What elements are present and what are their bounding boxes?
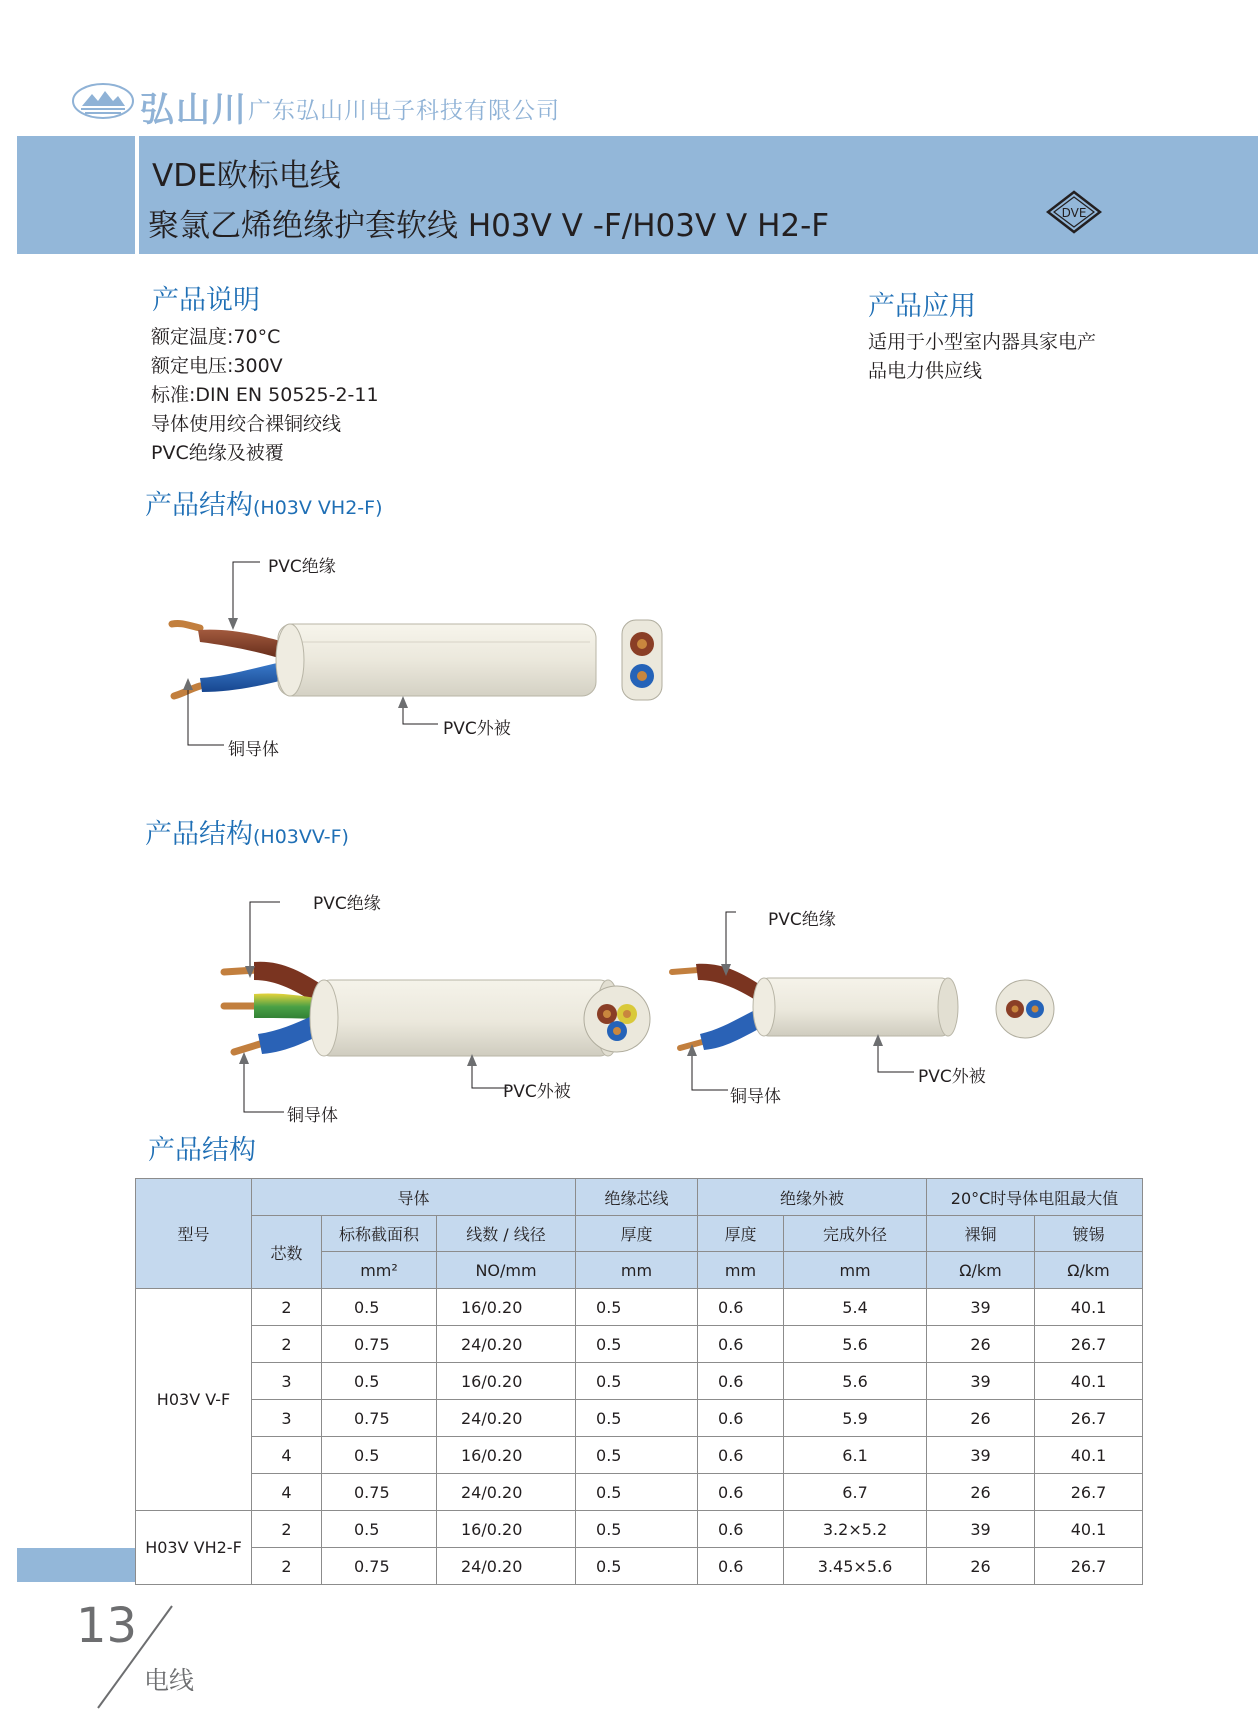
cell-model: H03V V-F <box>136 1289 252 1511</box>
cell-tin: 40.1 <box>1035 1363 1143 1400</box>
unit-tinned: Ω/km <box>1035 1252 1143 1289</box>
cell-od: 6.1 <box>784 1437 927 1474</box>
cell-sheath: 0.6 <box>698 1511 784 1548</box>
cell-cores: 2 <box>252 1511 322 1548</box>
cell-strands: 24/0.20 <box>437 1326 576 1363</box>
cell-od: 5.4 <box>784 1289 927 1326</box>
pvc-sheath <box>760 978 950 1036</box>
cell-strands: 16/0.20 <box>437 1289 576 1326</box>
th-tinned: 镀锡 <box>1035 1216 1143 1252</box>
cell-bare: 39 <box>927 1363 1035 1400</box>
cell-ins: 0.5 <box>576 1548 698 1585</box>
label-copper-conductor: 铜导体 <box>287 1106 338 1126</box>
cell-area: 0.75 <box>322 1326 437 1363</box>
cell-ins: 0.5 <box>576 1437 698 1474</box>
cell-area: 0.5 <box>322 1363 437 1400</box>
table-row <box>136 1289 1143 1326</box>
cell-area: 0.5 <box>322 1511 437 1548</box>
label-pvc-sheath: PVC外被 <box>503 1082 571 1102</box>
label-pvc-insulation: PVC绝缘 <box>768 910 836 930</box>
cell-cores: 2 <box>252 1548 322 1585</box>
th-bare-copper: 裸铜 <box>927 1216 1035 1252</box>
th-outer-diameter: 完成外径 <box>784 1216 927 1252</box>
cell-tin: 26.7 <box>1035 1400 1143 1437</box>
page-title-line2: 聚氯乙烯绝缘护套软线 H03V V -F/H03V V H2-F <box>148 208 830 244</box>
application-line: 适用于小型室内器具家电产 <box>868 331 1097 353</box>
cell-tin: 40.1 <box>1035 1289 1143 1326</box>
vde-certification-icon <box>1046 190 1102 234</box>
label-copper-conductor: 铜导体 <box>228 740 279 760</box>
cell-strands: 24/0.20 <box>437 1474 576 1511</box>
svg-text:DVE: DVE <box>1061 206 1087 220</box>
cell-ins: 0.5 <box>576 1511 698 1548</box>
table-row <box>136 1363 1143 1400</box>
cell-model: H03V VH2-F <box>136 1511 252 1585</box>
cell-cores: 3 <box>252 1363 322 1400</box>
table-row <box>136 1437 1143 1474</box>
spec-table <box>135 1178 1143 1585</box>
unit-bare-copper: Ω/km <box>927 1252 1035 1289</box>
cell-od: 3.2×5.2 <box>784 1511 927 1548</box>
description-line: 额定电压:300V <box>151 355 283 377</box>
table-row <box>136 1400 1143 1437</box>
th-insulation-core: 绝缘芯线 <box>576 1179 698 1216</box>
cell-sheath: 0.6 <box>698 1548 784 1585</box>
page-section-name: 电线 <box>144 1666 195 1695</box>
description-line: 导体使用绞合裸铜绞线 <box>151 413 342 435</box>
copper-conductor <box>234 1044 260 1052</box>
cell-od: 5.6 <box>784 1326 927 1363</box>
cell-sheath: 0.6 <box>698 1437 784 1474</box>
cell-area: 0.5 <box>322 1289 437 1326</box>
cell-tin: 40.1 <box>1035 1437 1143 1474</box>
application-heading: 产品应用 <box>868 291 976 322</box>
structure-model: (H03VV-F) <box>253 826 349 848</box>
cell-cores: 4 <box>252 1474 322 1511</box>
cell-strands: 24/0.20 <box>437 1400 576 1437</box>
cell-tin: 26.7 <box>1035 1548 1143 1585</box>
cell-tin: 26.7 <box>1035 1326 1143 1363</box>
structure-heading-text: 产品结构 <box>145 819 253 850</box>
th-sheath-thickness: 厚度 <box>698 1216 784 1252</box>
description-list <box>151 323 379 468</box>
cell-area: 0.75 <box>322 1548 437 1585</box>
unit-outer-diameter: mm <box>784 1252 927 1289</box>
cell-sheath: 0.6 <box>698 1474 784 1511</box>
spec-table-heading: 产品结构 <box>148 1135 256 1166</box>
cell-od: 6.7 <box>784 1474 927 1511</box>
structure-heading-text: 产品结构 <box>145 490 253 521</box>
table-row <box>136 1511 1143 1548</box>
three-core-cross-section-icon <box>582 984 652 1054</box>
cell-ins: 0.5 <box>576 1326 698 1363</box>
cell-ins: 0.5 <box>576 1474 698 1511</box>
cell-cores: 4 <box>252 1437 322 1474</box>
structure-heading-round <box>145 812 349 851</box>
cell-cores: 2 <box>252 1289 322 1326</box>
cell-ins: 0.5 <box>576 1400 698 1437</box>
th-sheath: 绝缘外被 <box>698 1179 927 1216</box>
structure-model: (H03V VH2-F) <box>253 497 383 519</box>
cell-area: 0.75 <box>322 1400 437 1437</box>
cell-bare: 39 <box>927 1511 1035 1548</box>
unit-area: mm² <box>322 1252 437 1289</box>
cell-cores: 3 <box>252 1400 322 1437</box>
label-copper-conductor: 铜导体 <box>730 1087 781 1107</box>
cell-bare: 26 <box>927 1326 1035 1363</box>
application-text <box>868 328 1096 386</box>
cell-tin: 26.7 <box>1035 1474 1143 1511</box>
cell-cores: 2 <box>252 1326 322 1363</box>
cell-area: 0.75 <box>322 1474 437 1511</box>
description-line: 标准:DIN EN 50525-2-11 <box>151 384 379 406</box>
cell-bare: 39 <box>927 1437 1035 1474</box>
description-heading: 产品说明 <box>152 285 260 316</box>
cell-strands: 16/0.20 <box>437 1437 576 1474</box>
cell-bare: 26 <box>927 1474 1035 1511</box>
structure-heading-flat <box>145 483 382 522</box>
cell-sheath: 0.6 <box>698 1400 784 1437</box>
th-area: 标称截面积 <box>322 1216 437 1252</box>
pvc-sheath <box>278 624 596 696</box>
th-conductor: 导体 <box>252 1179 576 1216</box>
cell-strands: 16/0.20 <box>437 1511 576 1548</box>
unit-sheath-thickness: mm <box>698 1252 784 1289</box>
th-cores: 芯数 <box>252 1216 322 1289</box>
table-row <box>136 1548 1143 1585</box>
cell-sheath: 0.6 <box>698 1289 784 1326</box>
brand-name: 弘山川 <box>140 90 248 130</box>
pvc-sheath <box>320 980 610 1056</box>
unit-ins-thickness: mm <box>576 1252 698 1289</box>
brand-logo-icon <box>72 82 134 120</box>
cell-sheath: 0.6 <box>698 1326 784 1363</box>
cell-sheath: 0.6 <box>698 1363 784 1400</box>
cell-ins: 0.5 <box>576 1363 698 1400</box>
page-number: 13 <box>76 1598 138 1654</box>
cell-bare: 39 <box>927 1289 1035 1326</box>
page-title-line1: VDE欧标电线 <box>152 158 341 194</box>
cell-area: 0.5 <box>322 1437 437 1474</box>
description-line: 额定温度:70°C <box>151 326 281 348</box>
cell-ins: 0.5 <box>576 1289 698 1326</box>
description-line: PVC绝缘及被覆 <box>151 442 284 464</box>
th-model: 型号 <box>136 1179 252 1289</box>
cell-tin: 40.1 <box>1035 1511 1143 1548</box>
footer-band <box>17 1548 135 1582</box>
two-core-cross-section-icon <box>994 978 1056 1040</box>
th-resistance: 20°C时导体电阻最大值 <box>927 1179 1143 1216</box>
table-row <box>136 1474 1143 1511</box>
cell-strands: 24/0.20 <box>437 1548 576 1585</box>
cell-bare: 26 <box>927 1400 1035 1437</box>
company-name: 广东弘山川电子科技有限公司 <box>248 98 560 124</box>
cell-od: 5.9 <box>784 1400 927 1437</box>
th-ins-thickness: 厚度 <box>576 1216 698 1252</box>
unit-strands: NO/mm <box>437 1252 576 1289</box>
th-strands: 线数 / 线径 <box>437 1216 576 1252</box>
label-pvc-sheath: PVC外被 <box>918 1067 986 1087</box>
header-band-left <box>17 136 135 254</box>
table-row <box>136 1326 1143 1363</box>
cell-bare: 26 <box>927 1548 1035 1585</box>
label-pvc-insulation: PVC绝缘 <box>268 557 336 577</box>
cell-strands: 16/0.20 <box>437 1363 576 1400</box>
label-pvc-sheath: PVC外被 <box>443 719 511 739</box>
copper-conductor <box>672 970 698 972</box>
copper-conductor <box>172 623 200 628</box>
label-pvc-insulation: PVC绝缘 <box>313 894 381 914</box>
cell-od: 3.45×5.6 <box>784 1548 927 1585</box>
cell-od: 5.6 <box>784 1363 927 1400</box>
application-line: 品电力供应线 <box>868 360 983 382</box>
